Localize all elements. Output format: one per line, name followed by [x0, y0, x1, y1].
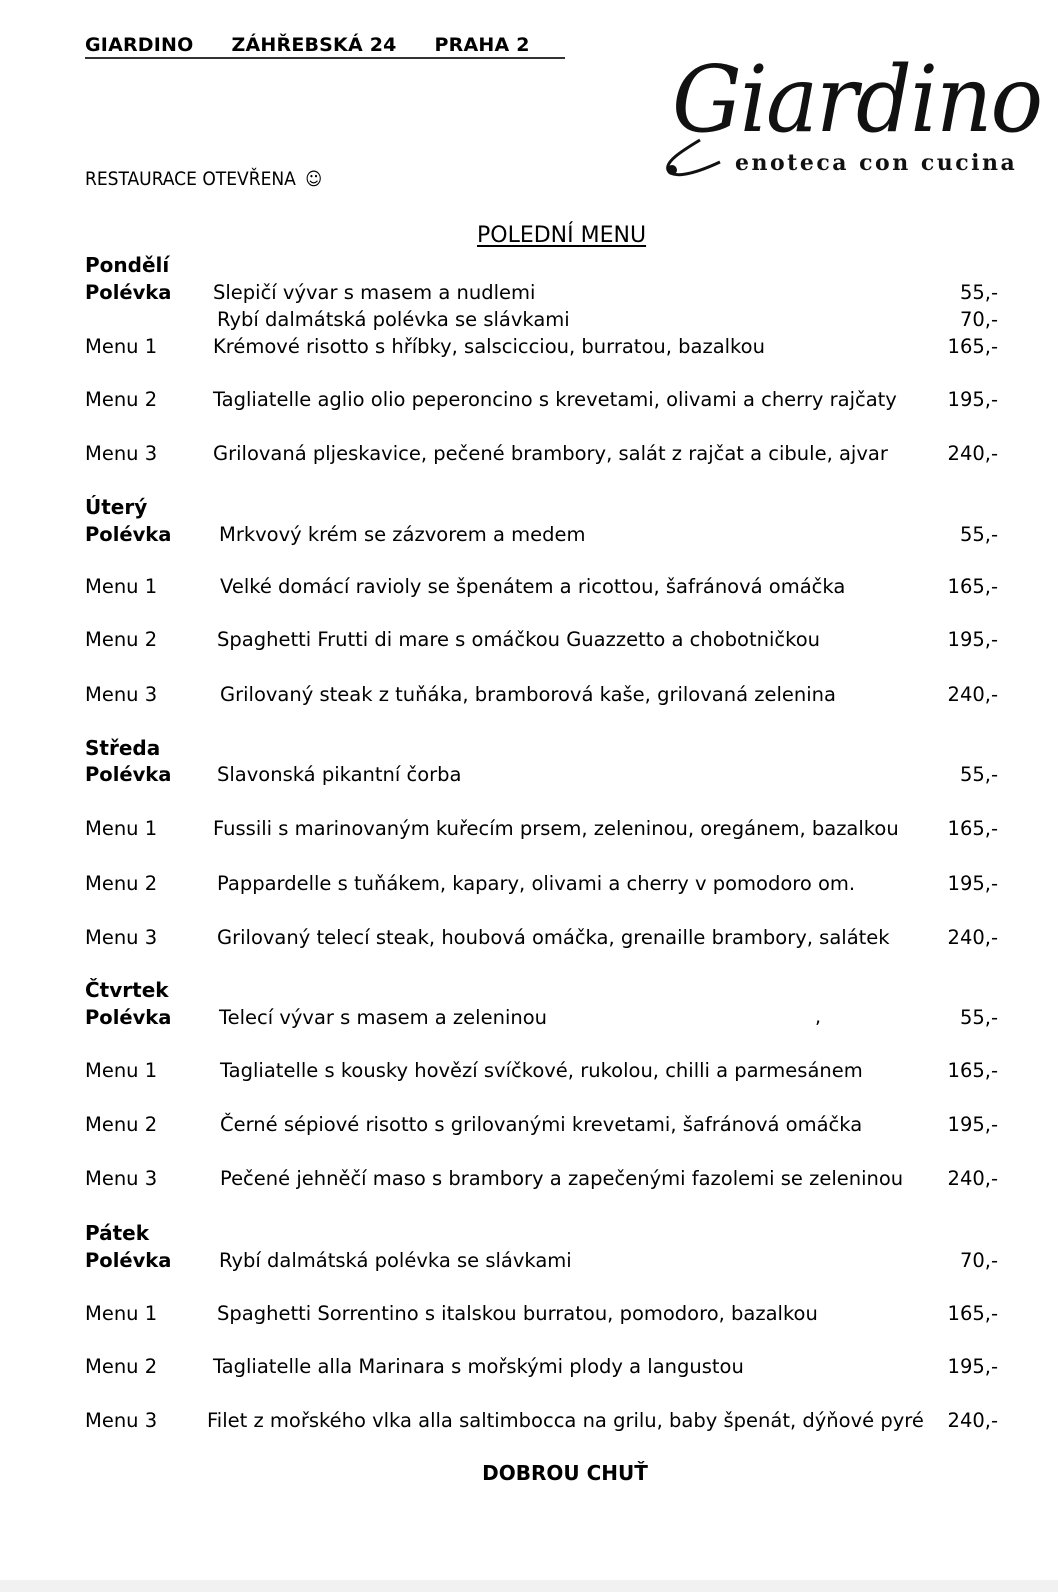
menu-item-label: Menu 2 — [85, 872, 158, 895]
menu-item-description: Rybí dalmátská polévka se slávkami — [219, 1249, 572, 1272]
day-heading: Úterý — [85, 495, 148, 519]
menu-item-price: 195,- — [947, 628, 998, 651]
menu-item-label: Polévka — [85, 523, 172, 546]
menu-item-label: Menu 1 — [85, 335, 158, 358]
menu-item-price: 165,- — [947, 335, 998, 358]
page-bottom-edge — [0, 1580, 1058, 1592]
menu-item-price: 240,- — [947, 1167, 998, 1190]
menu-item-description: Slavonská pikantní čorba — [217, 763, 462, 786]
menu-item-label: Polévka — [85, 281, 172, 304]
menu-item-label: Polévka — [85, 763, 172, 786]
menu-item-price: 240,- — [947, 442, 998, 465]
restaurant-address: ZÁHŘEBSKÁ 24 — [231, 34, 397, 56]
page-title: POLEDNÍ MENU — [477, 223, 647, 248]
menu-item-label: Menu 3 — [85, 1409, 158, 1432]
menu-item-label: Menu 2 — [85, 628, 158, 651]
menu-item-description: Pečené jehněčí maso s brambory a zapečenými fazolemi se zeleninou — [220, 1167, 904, 1190]
menu-item-price: 165,- — [947, 817, 998, 840]
day-heading: Čtvrtek — [85, 978, 169, 1002]
menu-item-description: Slepičí vývar s masem a nudlemi — [213, 281, 536, 304]
menu-item-description: Tagliatelle s kousky hovězí svíčkové, rukolou, chilli a parmesánem — [220, 1059, 863, 1082]
restaurant-header — [85, 34, 565, 59]
menu-item-description: Tagliatelle aglio olio peperoncino s krevetami, olivami a cherry rajčaty — [213, 388, 897, 411]
menu-item-price: 195,- — [947, 1113, 998, 1136]
menu-item-description: Velké domácí ravioly se špenátem a ricottou, šafránová omáčka — [220, 575, 846, 598]
menu-item-description: Grilovaná pljeskavice, pečené brambory, salát z rajčat a cibule, ajvar — [213, 442, 888, 465]
menu-item-label: Polévka — [85, 1006, 172, 1029]
menu-item-price: 165,- — [947, 1302, 998, 1325]
menu-item-label: Menu 1 — [85, 1302, 158, 1325]
menu-item-label: Menu 2 — [85, 388, 158, 411]
closing-text: DOBROU CHUŤ — [482, 1461, 648, 1485]
menu-item-label: Menu 1 — [85, 1059, 158, 1082]
menu-item-label: Menu 1 — [85, 817, 158, 840]
restaurant-name: GIARDINO — [85, 34, 194, 56]
day-heading: Středa — [85, 736, 161, 760]
menu-item-price: 240,- — [947, 683, 998, 706]
menu-item-description: Grilovaný telecí steak, houbová omáčka, grenaille brambory, salátek — [217, 926, 890, 949]
stray-comma: , — [815, 1006, 822, 1028]
menu-item-description: Krémové risotto s hříbky, salscicciou, burratou, bazalkou — [213, 335, 765, 358]
menu-item-label: Menu 3 — [85, 683, 158, 706]
menu-item-description: Fussili s marinovaným kuřecím prsem, zeleninou, oregánem, bazalkou — [213, 817, 899, 840]
menu-item-description: Telecí vývar s masem a zeleninou — [219, 1006, 548, 1029]
menu-item-description: Spaghetti Sorrentino s italskou burratou, pomodoro, bazalkou — [217, 1302, 818, 1325]
menu-item-price: 240,- — [947, 1409, 998, 1432]
menu-item-description: Filet z mořského vlka alla saltimbocca na grilu, baby špenát, dýňové pyré — [207, 1409, 924, 1432]
menu-item-description: Mrkvový krém se zázvorem a medem — [219, 523, 586, 546]
menu-item-price: 165,- — [947, 1059, 998, 1082]
menu-item-description: Černé sépiové risotto s grilovanými krevetami, šafránová omáčka — [220, 1113, 863, 1136]
menu-item-description: Grilovaný steak z tuňáka, bramborová kaše, grilovaná zelenina — [220, 683, 836, 706]
menu-item-price: 195,- — [947, 388, 998, 411]
menu-item-label: Menu 3 — [85, 926, 158, 949]
logo-tagline: enoteca con cucina — [735, 150, 1018, 176]
menu-item-description: Tagliatelle alla Marinara s mořskými plody a langustou — [213, 1355, 744, 1378]
menu-item-label: Polévka — [85, 1249, 172, 1272]
menu-item-price: 55,- — [959, 281, 998, 304]
menu-item-price: 55,- — [959, 1006, 998, 1029]
menu-item-price: 165,- — [947, 575, 998, 598]
menu-item-label: Menu 1 — [85, 575, 158, 598]
giardino-logo — [660, 46, 1042, 182]
menu-item-label: Menu 3 — [85, 442, 158, 465]
menu-item-label: Menu 2 — [85, 1355, 158, 1378]
menu-item-description: Rybí dalmátská polévka se slávkami — [217, 308, 570, 331]
smiley-icon: ☺ — [305, 169, 323, 190]
menu-item-description: Pappardelle s tuňákem, kapary, olivami a cherry v pomodoro om. — [217, 872, 856, 895]
menu-item-price: 55,- — [959, 763, 998, 786]
logo-wordmark: Giardino — [672, 46, 1042, 153]
restaurant-status — [85, 168, 322, 190]
menu-item-description: Spaghetti Frutti di mare s omáčkou Guazzetto a chobotničkou — [217, 628, 820, 651]
menu-item-price: 195,- — [947, 872, 998, 895]
menu-item-price: 55,- — [959, 523, 998, 546]
day-heading: Pondělí — [85, 253, 170, 277]
menu-item-price: 195,- — [947, 1355, 998, 1378]
menu-item-price: 70,- — [959, 308, 998, 331]
menu-item-label: Menu 3 — [85, 1167, 158, 1190]
status-text: RESTAURACE OTEVŘENA — [85, 168, 296, 190]
restaurant-city: PRAHA 2 — [434, 34, 530, 56]
menu-item-label: Menu 2 — [85, 1113, 158, 1136]
day-heading: Pátek — [85, 1221, 150, 1245]
menu-item-price: 240,- — [947, 926, 998, 949]
menu-item-price: 70,- — [959, 1249, 998, 1272]
